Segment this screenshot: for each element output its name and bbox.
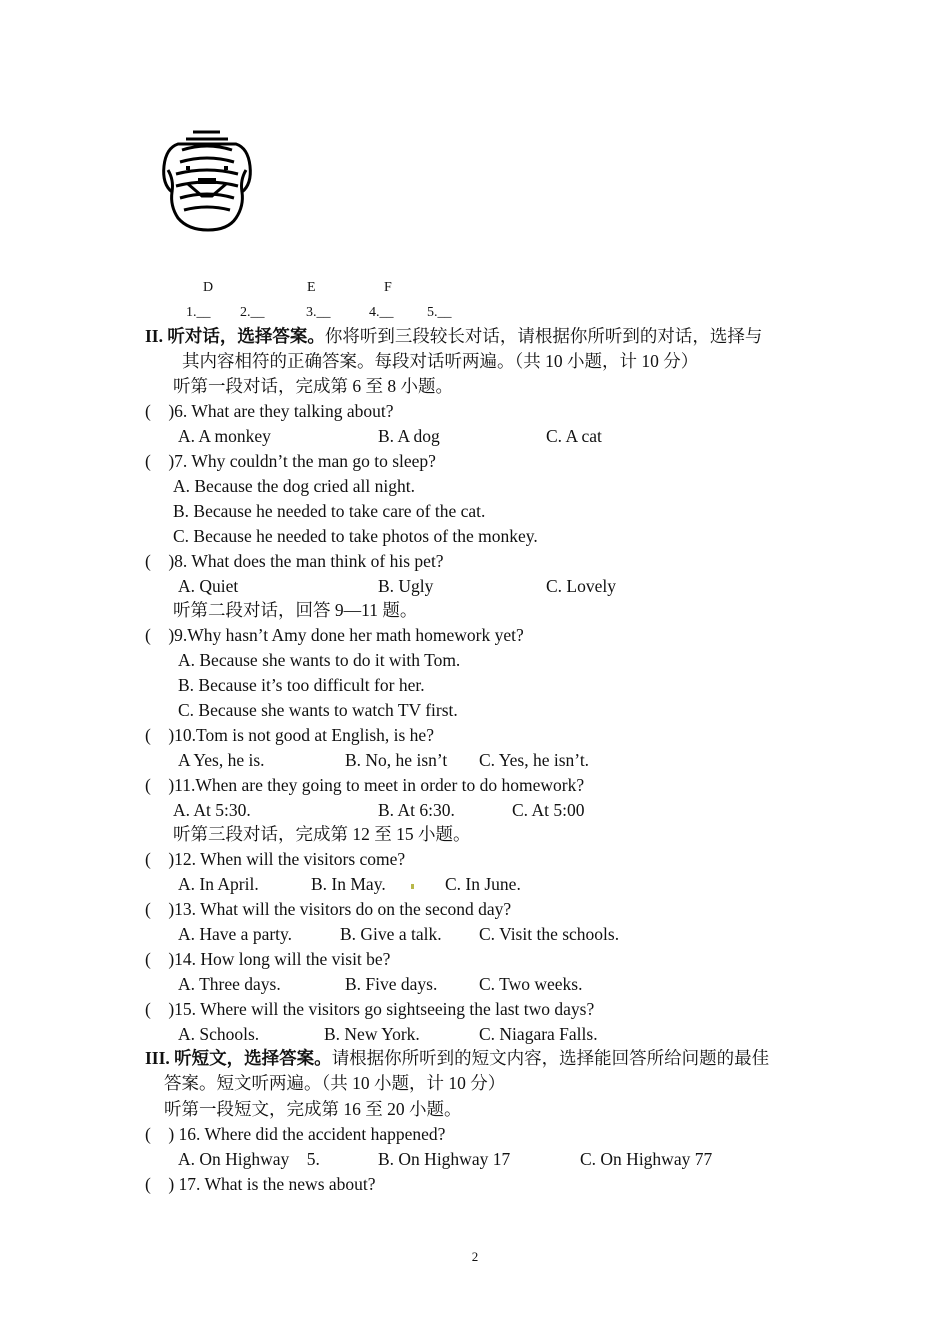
q15-option-b: B. New York.: [324, 1024, 420, 1044]
page-number: 2: [471, 1249, 479, 1264]
question-16: ( ) 16. Where did the accident happened?: [145, 1124, 446, 1144]
q15-option-a: A. Schools.: [178, 1024, 260, 1044]
figure-label-d: D: [203, 280, 214, 295]
q7-option-b: B. Because he needed to take care of the cat.: [173, 501, 486, 521]
q11-option-a: A. At 5:30.: [173, 800, 251, 820]
answer-blank-3: 3.__: [306, 305, 331, 320]
q13-option-b: B. Give a talk.: [340, 924, 442, 944]
answer-blank-1: 1.__: [186, 305, 211, 320]
question-8: ( )8. What does the man think of his pet?: [145, 551, 444, 571]
q15-option-c: C. Niagara Falls.: [479, 1024, 598, 1044]
q7-option-c: C. Because he needed to take photos of the monkey.: [173, 526, 538, 546]
q7-option-a: A. Because the dog cried all night.: [173, 476, 416, 496]
figure-label-e: E: [307, 280, 316, 295]
section-3-instruction-cont: 答案。短文听两遍。（共 10 小题，计 10 分）: [164, 1073, 506, 1093]
question-10: ( )10.Tom is not good at English, is he?: [145, 725, 434, 745]
q10-option-a: A Yes, he is.: [178, 750, 265, 770]
section-3-header: [145, 1047, 769, 1069]
section-2-header: [145, 325, 762, 347]
section-2-heading: II. 听对话，选择答案。: [145, 326, 325, 346]
q12-option-a: A. In April.: [178, 874, 259, 894]
question-14: ( )14. How long will the visit be?: [145, 949, 391, 969]
q9-option-b: B. Because it’s too difficult for her.: [178, 675, 425, 695]
question-9: ( )9.Why hasn’t Amy done her math homework yet?: [145, 625, 524, 645]
q11-option-c: C. At 5:00: [512, 800, 585, 820]
answer-blank-2: 2.__: [240, 305, 265, 320]
q9-option-c: C. Because she wants to watch TV first.: [178, 700, 458, 720]
answer-blank-5: 5.__: [427, 305, 452, 320]
part-2-note: 听第二段对话，回答 9—11 题。: [173, 600, 418, 620]
q14-option-a: A. Three days.: [178, 974, 281, 994]
q6-option-a: A. A monkey: [178, 426, 271, 446]
q14-option-c: C. Two weeks.: [479, 974, 583, 994]
question-11: ( )11.When are they going to meet in order to do homework?: [145, 775, 585, 795]
q6-option-b: B. A dog: [378, 426, 440, 446]
q9-option-a: A. Because she wants to do it with Tom.: [178, 650, 461, 670]
q11-option-b: B. At 6:30.: [378, 800, 455, 820]
figure-label-f: F: [384, 280, 392, 295]
q12-option-b: B. In May.: [311, 874, 386, 894]
q8-option-c: C. Lovely: [546, 576, 616, 596]
question-13: ( )13. What will the visitors do on the second day?: [145, 899, 512, 919]
section-3-heading: III. 听短文，选择答案。: [145, 1048, 332, 1068]
q13-option-a: A. Have a party.: [178, 924, 293, 944]
section-3-instruction: 请根据你所听到的短文内容，选择能回答所给问题的最佳: [331, 1048, 770, 1068]
q14-option-b: B. Five days.: [345, 974, 438, 994]
section-2-instruction-cont: 其内容相符的正确答案。每段对话听两遍。（共 10 小题，计 10 分）: [182, 351, 699, 371]
pixel-drawing-icon: [158, 126, 256, 236]
q10-option-b: B. No, he isn’t: [345, 750, 448, 770]
question-15: ( )15. Where will the visitors go sightseeing the last two days?: [145, 999, 595, 1019]
part-1-note: 听第一段对话，完成第 6 至 8 小题。: [173, 376, 453, 396]
q16-option-b: B. On Highway 17: [378, 1149, 511, 1169]
section-2-instruction: 你将听到三段较长对话，请根据你所听到的对话，选择与: [324, 326, 763, 346]
q10-option-c: C. Yes, he isn’t.: [479, 750, 590, 770]
question-17: ( ) 17. What is the news about?: [145, 1174, 376, 1194]
q12-option-c: C. In June.: [445, 874, 521, 894]
part-3-note: 听第三段对话，完成第 12 至 15 小题。: [173, 824, 471, 844]
q16-option-a: A. On Highway 5.: [178, 1149, 320, 1169]
q6-option-c: C. A cat: [546, 426, 602, 446]
question-6: ( )6. What are they talking about?: [145, 401, 394, 421]
q13-option-c: C. Visit the schools.: [479, 924, 620, 944]
q16-option-c: C. On Highway 77: [580, 1149, 713, 1169]
stray-dot: [411, 884, 414, 889]
q8-option-a: A. Quiet: [178, 576, 239, 596]
question-12: ( )12. When will the visitors come?: [145, 849, 406, 869]
section-3-part-1-note: 听第一段短文，完成第 16 至 20 小题。: [164, 1099, 462, 1119]
question-7: ( )7. Why couldn’t the man go to sleep?: [145, 451, 436, 471]
answer-blank-4: 4.__: [369, 305, 394, 320]
q8-option-b: B. Ugly: [378, 576, 434, 596]
